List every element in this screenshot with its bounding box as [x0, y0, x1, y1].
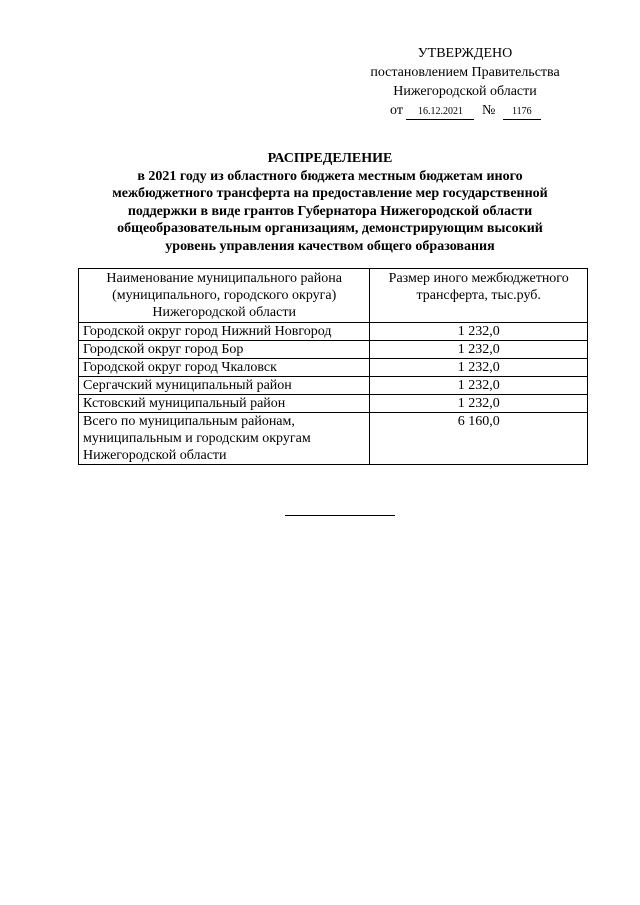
row-municipality: Сергачский муниципальный район	[79, 377, 370, 395]
table-header-row	[79, 269, 588, 323]
table-total-row	[79, 413, 588, 465]
approval-number: 1176	[503, 105, 541, 120]
date-prefix: от	[390, 103, 403, 118]
document-end-divider	[285, 515, 395, 516]
document-heading: РАСПРЕДЕЛЕНИЕ	[267, 151, 393, 166]
header-amount: Размер иного межбюджетного трансферта, тыс.руб.	[370, 269, 588, 323]
approval-region: Нижегородской области	[393, 84, 537, 99]
total-amount: 6 160,0	[370, 413, 588, 465]
approval-date-number-line	[360, 101, 570, 120]
approval-authority: постановлением Правительства	[370, 65, 560, 80]
row-municipality: Городской округ город Чкаловск	[79, 359, 370, 377]
approval-stamp	[360, 44, 570, 120]
document-title	[95, 150, 565, 255]
distribution-table	[78, 268, 588, 465]
row-amount: 1 232,0	[370, 377, 588, 395]
row-amount: 1 232,0	[370, 359, 588, 377]
table-row	[79, 341, 588, 359]
row-municipality: Кстовский муниципальный район	[79, 395, 370, 413]
row-amount: 1 232,0	[370, 323, 588, 341]
row-municipality: Городской округ город Нижний Новгород	[79, 323, 370, 341]
row-amount: 1 232,0	[370, 395, 588, 413]
total-label: Всего по муниципальным районам, муниципальным и городским округам Нижегородской области	[79, 413, 370, 465]
table-row	[79, 323, 588, 341]
table-row	[79, 377, 588, 395]
document-subtitle: в 2021 году из областного бюджета местным бюджетам иного межбюджетного трансферта на предоставление мер государственной поддержки в виде грантов Губернатора Нижегородской области общеобразовательным организациям, демонстрирующим высокий уровень управления качеством общего образования	[112, 168, 548, 254]
header-municipality: Наименование муниципального района (муниципального, городского округа) Нижегородской области	[79, 269, 370, 323]
approval-date: 16.12.2021	[406, 105, 474, 120]
row-amount: 1 232,0	[370, 341, 588, 359]
row-municipality: Городской округ город Бор	[79, 341, 370, 359]
table-row	[79, 395, 588, 413]
approval-title: УТВЕРЖДЕНО	[417, 46, 513, 61]
number-prefix: №	[481, 103, 496, 118]
table-row	[79, 359, 588, 377]
